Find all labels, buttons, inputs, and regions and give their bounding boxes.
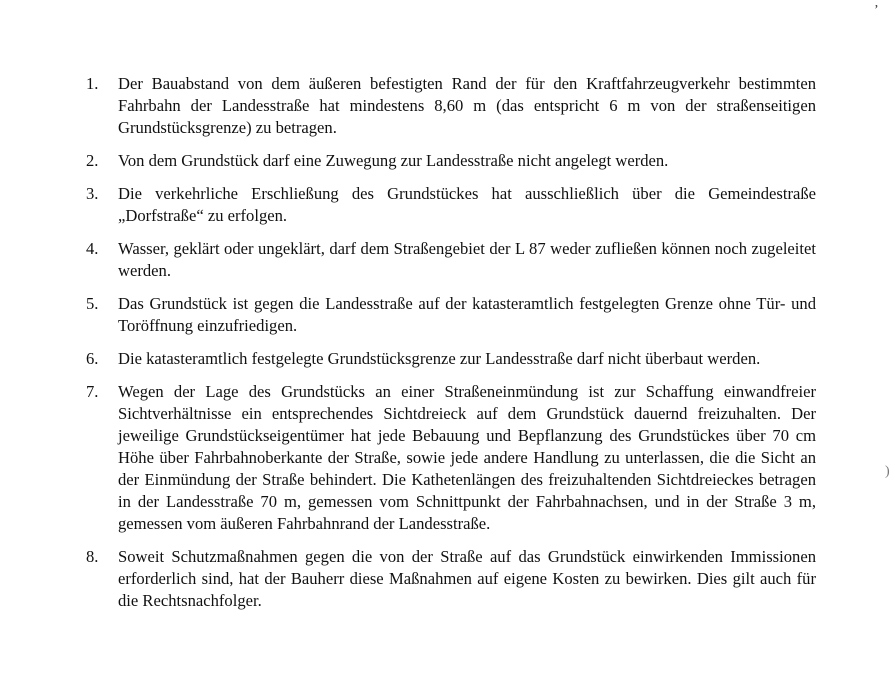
condition-item-8 xyxy=(86,546,816,612)
condition-item-7 xyxy=(86,381,816,535)
condition-number: 7. xyxy=(86,382,99,401)
condition-text: Wasser, geklärt oder ungeklärt, darf dem Straßengebiet der L 87 weder zufließen können noch zugeleitet werden. xyxy=(118,239,816,280)
condition-number: 1. xyxy=(86,74,99,93)
condition-item-5 xyxy=(86,293,816,337)
condition-item-1 xyxy=(86,73,816,139)
condition-item-6 xyxy=(86,348,816,370)
condition-text: Die verkehrliche Erschließung des Grundstückes hat ausschließlich über die Gemeindestraße „Dorfstraße“ zu erfolgen. xyxy=(118,184,816,225)
scan-mark-right: ) xyxy=(885,464,890,479)
scan-mark-top: ’ xyxy=(874,3,879,18)
condition-text: Der Bauabstand von dem äußeren befestigten Rand der für den Kraftfahrzeugverkehr bestimmten Fahrbahn der Landesstraße hat mindestens 8,60 m (das entspricht 6 m von der straßenseitigen Grundstücksgrenze) zu betragen. xyxy=(118,74,816,137)
condition-text: Soweit Schutzmaßnahmen gegen die von der Straße auf das Grundstück einwirkenden Immissionen erforderlich sind, hat der Bauherr diese Maßnahmen auf eigene Kosten zu bewirken. Dies gilt auch für die Rechtsnachfolger. xyxy=(118,547,816,610)
condition-text: Von dem Grundstück darf eine Zuwegung zur Landesstraße nicht angelegt werden. xyxy=(118,151,669,170)
condition-number: 5. xyxy=(86,294,99,313)
condition-item-3 xyxy=(86,183,816,227)
condition-item-2 xyxy=(86,150,816,172)
condition-text: Das Grundstück ist gegen die Landesstraße auf der katasteramtlich festgelegten Grenze ohne Tür- und Toröffnung einzufriedigen. xyxy=(118,294,816,335)
condition-number: 4. xyxy=(86,239,99,258)
condition-number: 6. xyxy=(86,349,99,368)
condition-number: 8. xyxy=(86,547,99,566)
condition-item-4 xyxy=(86,238,816,282)
condition-text: Wegen der Lage des Grundstücks an einer Straßeneinmündung ist zur Schaffung einwandfreier Sichtverhältnisse ein entsprechendes Sichtdreieck auf dem Grundstück dauernd freizuhalten. Der jeweilige Grundstückseigentümer hat jede Bebauung und Bepflanzung des Grundstückes über 70 cm Höhe über Fahrbahnoberkante der Straße, sowie jede andere Handlung zu unterlassen, die die Sicht an der Einmündung der Straße behindert. Die Kathetenlängen des freizuhaltenden Sichtdreieckes betragen in der Landesstraße 70 m, gemessen vom Schnittpunkt der Fahrbahnachsen, und in der Straße 3 m, gemessen vom äußeren Fahrbahnrand der Landesstraße. xyxy=(118,382,816,533)
conditions-list xyxy=(86,73,816,612)
condition-text: Die katasteramtlich festgelegte Grundstücksgrenze zur Landesstraße darf nicht überbaut werden. xyxy=(118,349,761,368)
condition-number: 2. xyxy=(86,151,99,170)
condition-number: 3. xyxy=(86,184,99,203)
